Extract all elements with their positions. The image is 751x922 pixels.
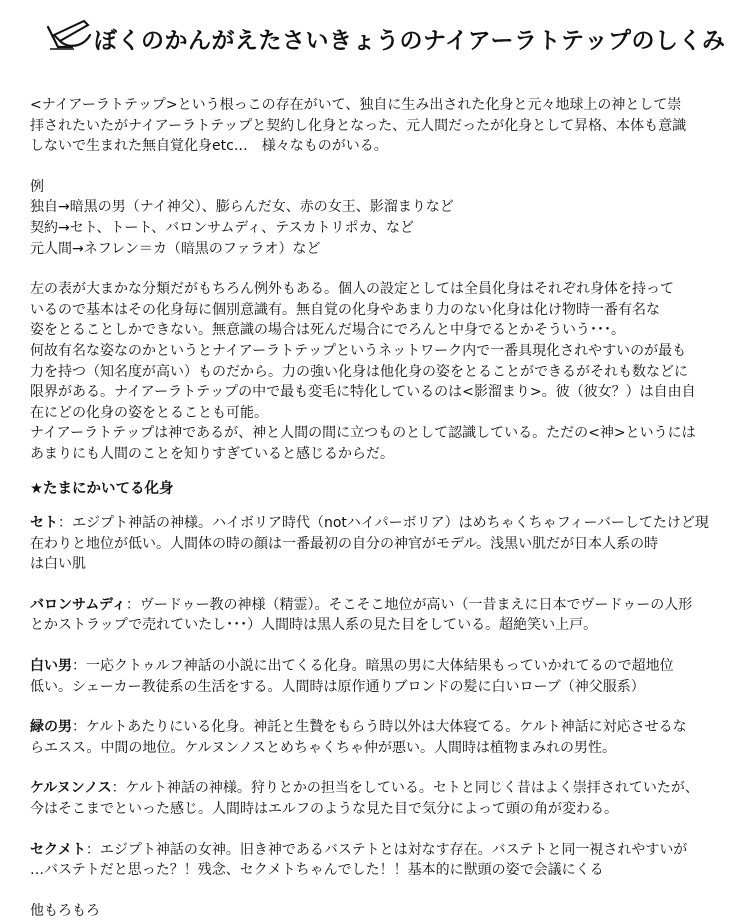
entry-name: セクメト: [30, 841, 86, 858]
intro-line: しないで生まれた無自覚化身etc… 様々なものがいる。: [30, 138, 388, 155]
entry-text: 在わりと地位が低い。人間体の時の顔は一番最初の自分の神官がモデル。浅黒い肌だが日本人系の時: [30, 535, 659, 552]
document-body: [30, 95, 730, 921]
body-line: 限界がある。ナイアーラトテップの中で最も変毛に特化しているのは<影溜まり>。彼（彼女？）は自由自: [30, 384, 696, 401]
entry-set: [30, 513, 730, 575]
title-bar: [44, 16, 724, 60]
entry-text: ：エジプト神話の神様。ハイボリア時代（notハイパーボリア）はめちゃくちゃフィーバーしてたけど現: [58, 515, 709, 532]
pen-signature-icon: [44, 17, 92, 59]
entry-name: セト: [30, 515, 58, 532]
body-line: 姿をとることしかできない。無意識の場合は死んだ場合にでろんと中身でるとかそういう･･･。: [30, 322, 625, 339]
intro-paragraph: [30, 95, 730, 157]
entry-name: 緑の男: [30, 719, 72, 736]
entry-sekhmet: [30, 840, 730, 881]
entry-text: とかストラップで売れていたし･･･）人間時は黒人系の見た目をしている。超絶笑い上戸。: [30, 617, 598, 634]
body-line: 在にどの化身の姿をとることも可能。: [30, 404, 268, 421]
entry-text: ：エジプト神話の女神。旧き神であるバステトとは対なす存在。バステトと同一視されやすいが: [85, 841, 688, 858]
entry-text: 今はそこまでといった感じ。人間時はエルフのような見た目で気分によって頭の角が変わる。: [30, 801, 618, 818]
entry-text: ：ケルト神話の神様。狩りとかの担当をしている。セトと同じく昔はよく崇拝されていたが、: [111, 780, 699, 797]
footer-note: 他もろもろ: [30, 902, 100, 919]
entry-green-man: [30, 717, 730, 758]
entry-text: ：ケルトあたりにいる化身。神託と生贄をもらう時以外は大体寝てる。ケルト神話に対応させるな: [72, 719, 687, 736]
entry-name: バロンサムディ: [30, 596, 126, 613]
example-line: 元人間→ネフレン＝カ（暗黒のファラオ）など: [30, 240, 321, 257]
entry-text: ：一応クトゥルフ神話の小説に出てくる化身。暗黒の男に大体結果もっていかれてるので超地位: [72, 658, 674, 675]
page-title: ぼくのかんがえたさいきょうのナイアーラトテップのしくみ: [94, 27, 726, 54]
intro-line: 拝されたいたがナイアーラトテップと契約し化身となった、元人間だったが化身として昇格、本体も意識: [30, 117, 687, 134]
entry-text: らエスス。中間の地位。ケルヌンノスとめちゃくちゃ仲が悪い。人間時は植物まみれの男性。: [30, 739, 617, 756]
example-block: [30, 177, 730, 259]
intro-line: <ナイアーラトテップ>という根っこの存在がいて、独自に生み出された化身と元々地球上の神として崇: [30, 97, 682, 113]
section-heading: ★たまにかいてる化身: [30, 480, 174, 497]
body-line: 力を持つ（知名度が高い）ものだから。力の強い化身は他化身の姿をとることができるがそれも数などに: [30, 363, 688, 380]
entry-baron-samedi: [30, 595, 730, 636]
entry-text: 低い。シェーカー教徒系の生活をする。人間時は原作通りブロンドの髪に白いローブ（神父服系）: [30, 678, 645, 695]
example-label: 例: [30, 178, 44, 195]
body-paragraph: [30, 279, 730, 464]
entry-text: …バステトだと思った？！残念、セクメトちゃんでした！！基本的に獣頭の姿で会議にくる: [30, 862, 604, 879]
body-line: あまりにも人間のことを知りすぎていると感じるからだ。: [30, 445, 394, 462]
example-line: 契約→セト、トート、バロンサムディ、テスカトリポカ、など: [30, 219, 414, 236]
entry-name: 白い男: [30, 658, 72, 675]
example-line: 独自→暗黒の男（ナイ神父）、膨らんだ女、赤の女王、影溜まりなど: [30, 199, 454, 216]
body-line: 何故有名な姿なのかというとナイアーラトテップというネットワーク内で一番具現化されやすいのが最も: [30, 342, 687, 359]
entry-white-man: [30, 656, 730, 697]
body-line: 左の表が大まかな分類だがもちろん例外もある。個人の設定としては全員化身はそれぞれ身体を持って: [30, 281, 674, 298]
entry-name: ケルヌンノス: [30, 780, 112, 797]
entry-text: ：ヴードゥー教の神様（精霊）。そこそこ地位が高い（一昔まえに日本でヴードゥーの人形: [125, 596, 693, 613]
entry-cernunnos: [30, 778, 730, 819]
body-line: ナイアーラトテップは神であるが、神と人間の間に立つものとして認識している。ただの<神>というには: [30, 425, 696, 442]
body-line: いるので基本はその化身毎に個別意識有。無自覚の化身やあまり力のない化身は化け物時一番有名な: [30, 301, 660, 318]
entry-text: は白い肌: [30, 556, 86, 573]
